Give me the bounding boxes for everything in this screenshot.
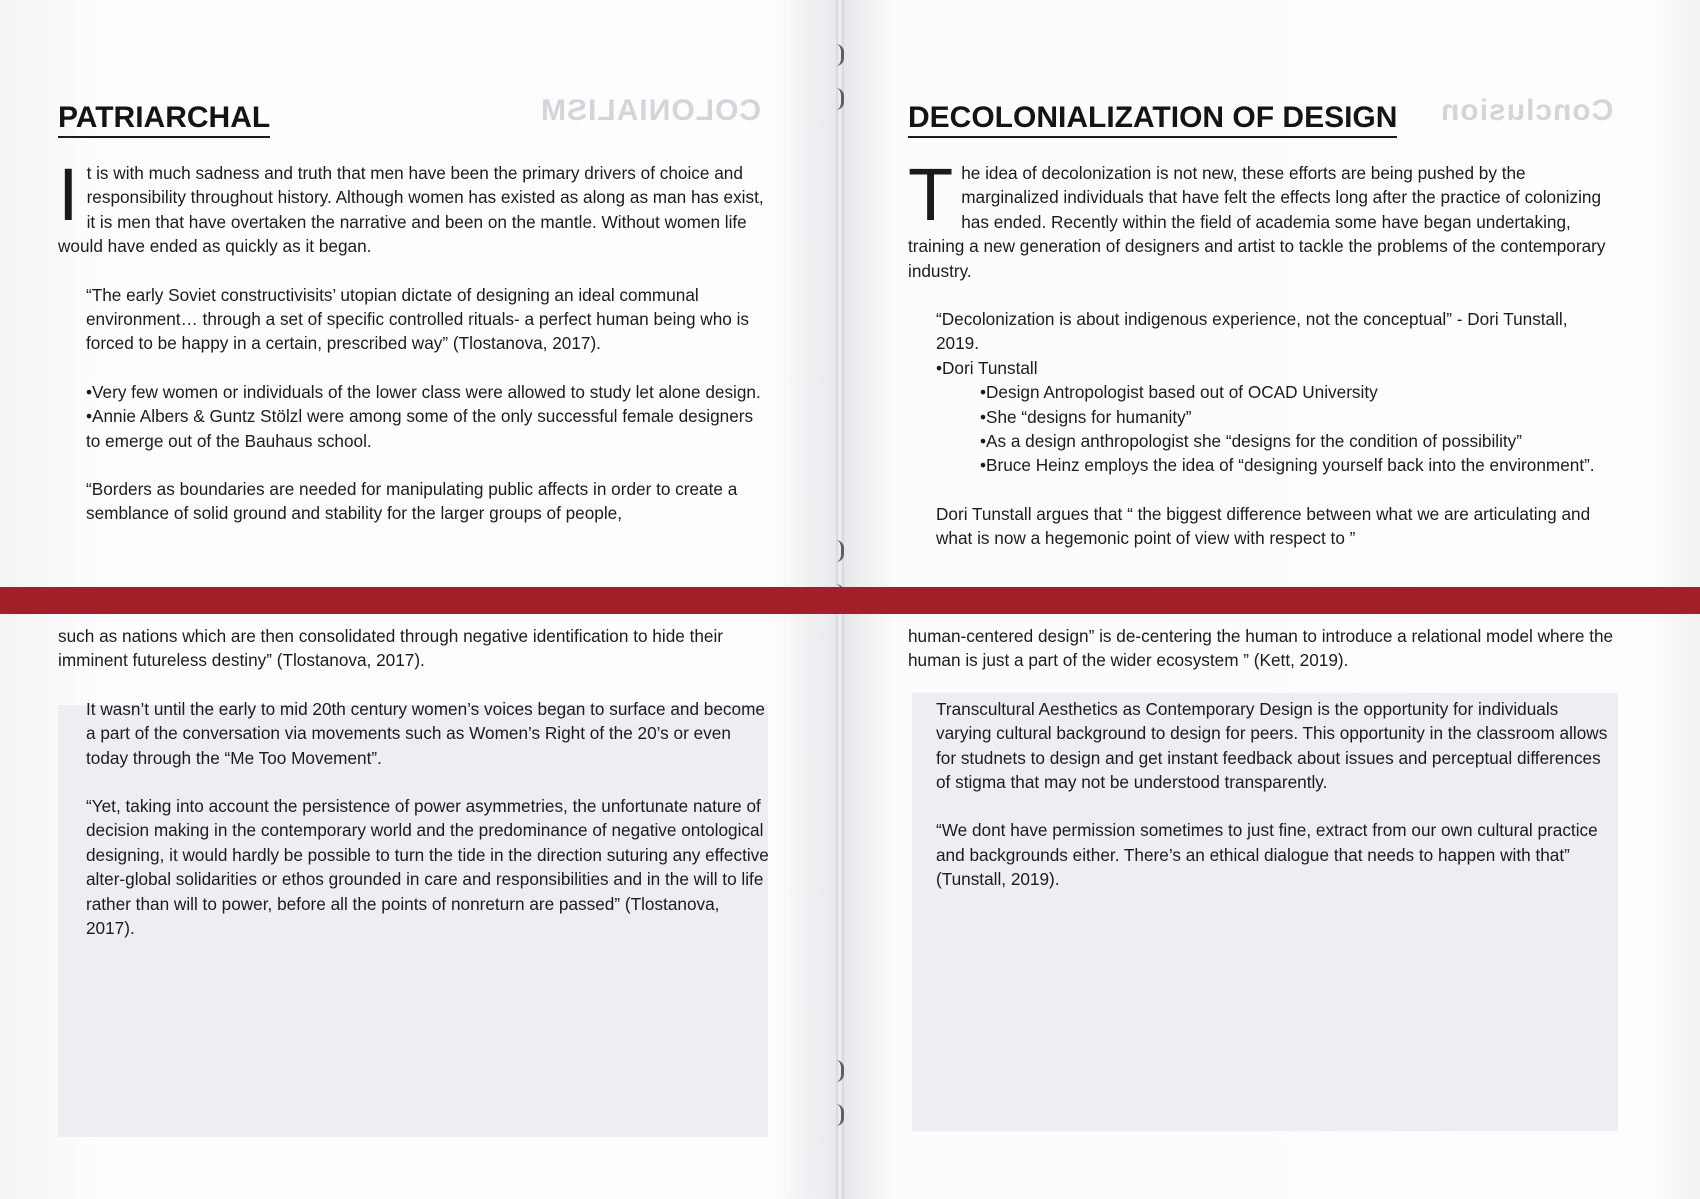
page-heading-decolonialization: DECOLONIALIZATION OF DESIGN xyxy=(908,100,1397,138)
quote-paragraph: “Borders as boundaries are needed for manipulating public affects in order to create a semblance of solid ground and stability for the larger groups of people, xyxy=(86,479,738,524)
bullet-item: •Very few women or individuals of the lower class were allowed to study let alone design. xyxy=(86,381,761,402)
right-column-bottom xyxy=(908,624,1614,892)
body-paragraph: Transcultural Aesthetics as Contemporary Design is the opportunity for individuals varying cultural background to design for peers. This opportunity in the classroom allows for studnets to design and get instant feedback about issues and perceptual differences of stigma that may not be understood transparently. xyxy=(936,698,1608,793)
intro-text: t is with much sadness and truth that men have been the primary drivers of choice and responsibility throughout history. Although women has existed as along as man has exist, it is men that have overtaken the narrative and been on the mantle. Without women life would have ended as quickly as it began. xyxy=(58,163,764,257)
intro-text: he idea of decolonization is not new, these efforts are being pushed by the marginalized individuals that have felt the effects long after the practice of colonizing has ended. Recently within the field of academia some have began undertaking, training a new generation of designers and artist to tackle the problems of the contemporary industry. xyxy=(908,163,1606,281)
quote-paragraph: “The early Soviet constructivisits’ utopian dictate of designing an ideal communal environment… through a set of specific controlled rituals- a perfect human being who is forced to be happy in a certain, prescribed way” (Tlostanova, 2017). xyxy=(86,284,750,354)
bullet-item: •Dori Tunstall xyxy=(936,357,1038,378)
body-continuation: human-centered design” is de-centering the human to introduce a relational model where the human is just a part of the wider ecosystem ” (Kett, 2019). xyxy=(908,626,1614,671)
right-column-top xyxy=(908,153,1614,551)
show-through-heading: Conclusion xyxy=(1440,94,1614,127)
intro-paragraph xyxy=(58,153,770,259)
dropcap: T xyxy=(908,153,954,236)
intro-paragraph xyxy=(908,153,1614,283)
body-paragraph: It wasn’t until the early to mid 20th century women’s voices began to surface and become a part of the conversation via movements such as Women’s Right of the 20’s or even today through the “Me Too Movement”. xyxy=(86,698,765,768)
quote-paragraph: “Decolonization is about indigenous experience, not the conceptual” - Dori Tunstall, 2019. xyxy=(936,309,1568,354)
red-divider-band xyxy=(0,587,1700,614)
left-column-bottom xyxy=(58,624,770,940)
left-column-top xyxy=(58,153,770,526)
quote-paragraph: “Yet, taking into account the persistence of power asymmetries, the unfortunate nature of decision making in the contemporary world and the predominance of negative ontological designing, it would hardly be possible to turn the tide in the direction suturing any effective alter-global solidarities or ethos grounded in care and responsibilities and in the will to life rather than will to power, before all the points of nonreturn are passed” (Tlostanova, 2017). xyxy=(86,796,769,939)
sub-bullet-item: •She “designs for humanity” xyxy=(980,406,1192,427)
body-paragraph: Dori Tunstall argues that “ the biggest difference between what we are articulating and what is now a hegemonic point of view with respect to ” xyxy=(936,503,1591,549)
quote-paragraph: “We dont have permission sometimes to just fine, extract from our own cultural practice and backgrounds either. There’s an ethical dialogue that needs to happen with that” (Tunstall, 2019). xyxy=(936,820,1598,890)
show-through-heading: COLONIALISM xyxy=(540,94,761,127)
dropcap: I xyxy=(58,153,79,236)
sub-bullet-item: •Bruce Heinz employs the idea of “designing yourself back into the environment”. xyxy=(980,455,1595,476)
quote-continuation: such as nations which are then consolidated through negative identification to hide their imminent futureless destiny” (Tlostanova, 2017). xyxy=(58,626,724,671)
sub-bullet-item: •Design Antropologist based out of OCAD University xyxy=(980,382,1378,403)
page-heading-patriarchal: PATRIARCHAL xyxy=(58,100,270,138)
bullet-item: •Annie Albers & Guntz Stölzl were among some of the only successful female designers to emerge out of the Bauhaus school. xyxy=(86,406,754,451)
sub-bullet-item: •As a design anthropologist she “designs for the condition of possibility” xyxy=(980,431,1523,452)
